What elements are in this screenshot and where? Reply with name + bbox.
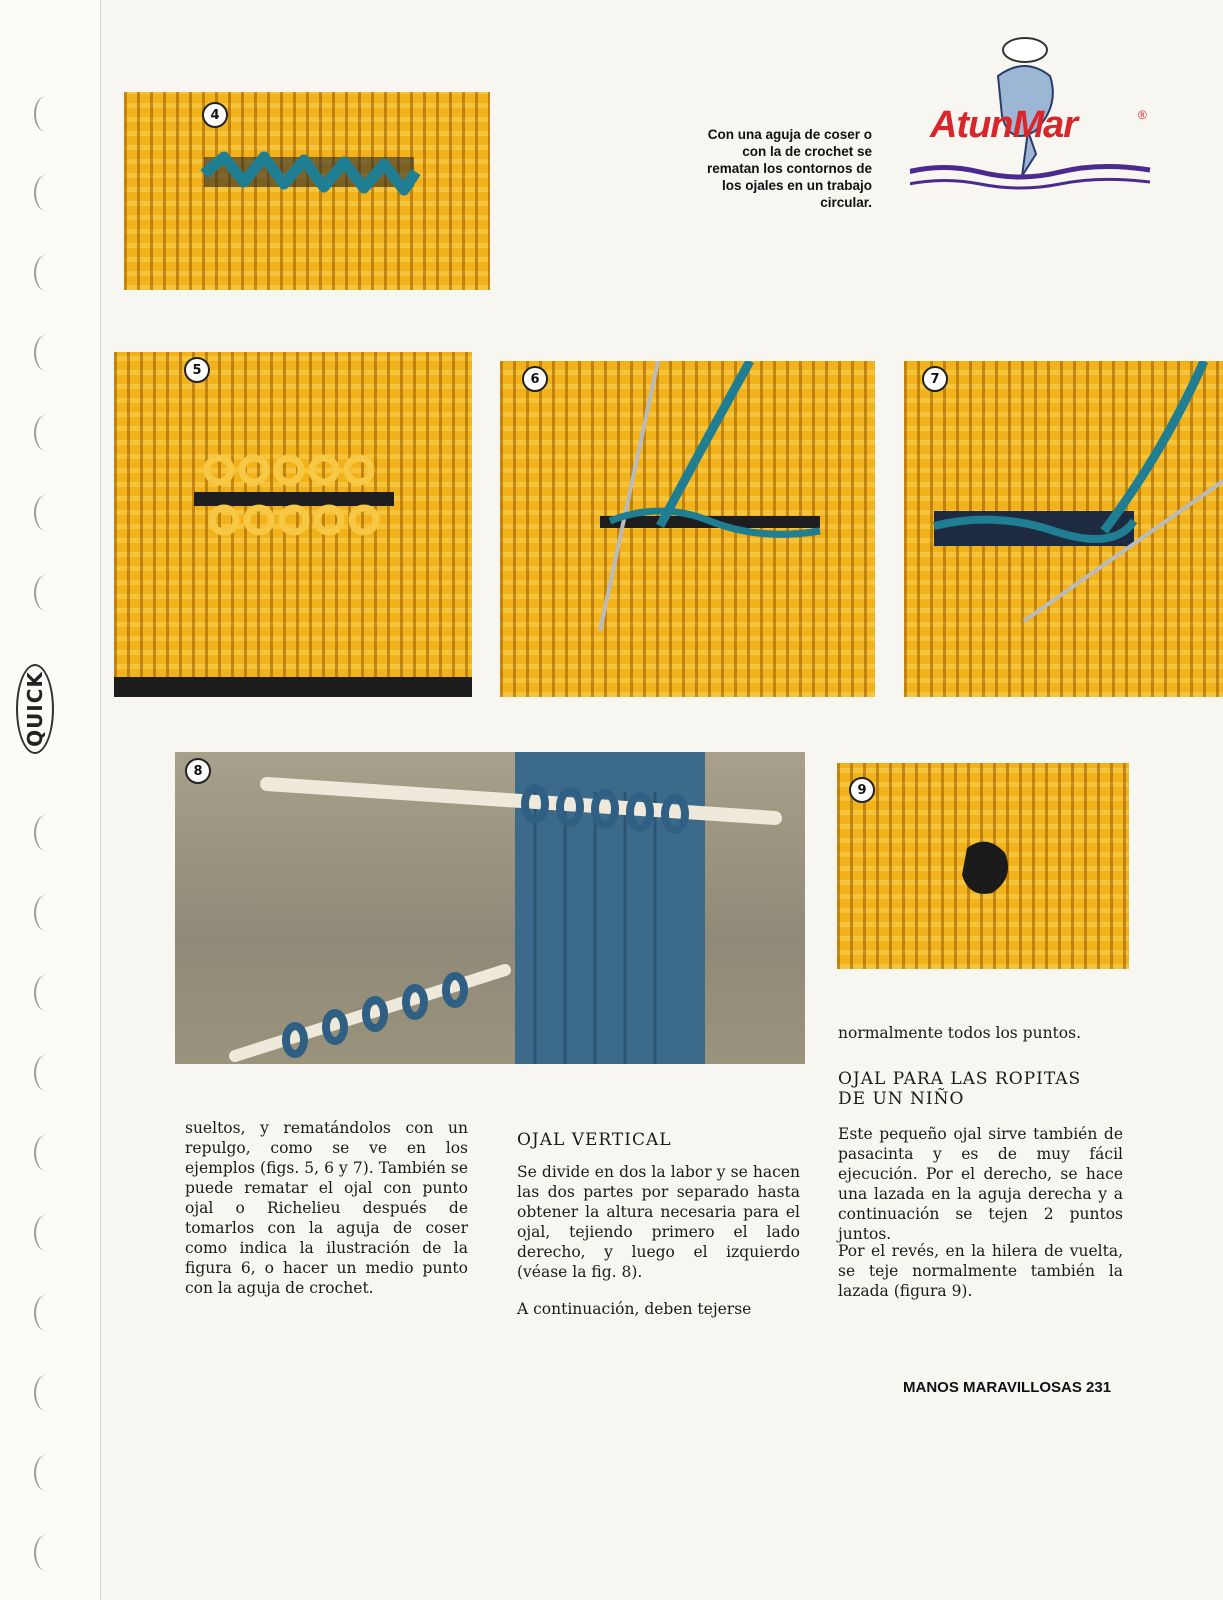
punch-hole [34,255,58,291]
punch-hole [34,96,58,132]
figure-4-photo [124,92,490,290]
punch-hole [34,895,58,931]
figure-6-photo [500,361,875,697]
binder-strip [0,0,100,1600]
punch-hole [34,575,58,611]
punch-hole [34,415,58,451]
punch-hole [34,335,58,371]
logo-wordmark: AtunMar [930,104,1078,146]
open-loops-icon [114,352,472,697]
punch-hole [34,815,58,851]
punch-hole [34,1055,58,1091]
atunmar-logo [910,36,1170,196]
page-edge [100,0,101,1600]
column-1-text: sueltos, y rematándolos con un repulgo, como se ve en los ejemplos (figs. 5, 6 y 7). También se puede rematar el ojal con punto ojal o Richelieu después de tomarlos con la aguja de coser como indica la ilustración de la figura 6, o hacer un medio punto con la aguja de crochet. [185,1119,468,1297]
column-3-text: Este pequeño ojal sirve también de pasacinta y es de muy fácil ejecución. Por el derecho, se hace una lazada en la aguja derecha y a continuación se tejen 2 puntos juntos. [838,1125,1123,1243]
top-caption: Con una aguja de coser o con la de crochet se rematan los contornos de los ojales en un trabajo circular. [706,127,872,210]
column-2-continuation: A continuación, deben tejerse [517,1300,752,1318]
punch-hole [34,1295,58,1331]
needle-finishing-icon [904,361,1223,697]
knitting-needles-icon [175,752,805,1064]
punch-hole [34,175,58,211]
child-buttonhole-heading: OJAL PARA LAS ROPITAS DE UN NIÑO [838,1069,1082,1109]
figure-number-badge: 8 [185,758,211,784]
column-3-lead: normalmente todos los puntos. [838,1024,1081,1042]
punch-hole [34,1535,58,1571]
figure-number-badge: 5 [184,357,210,383]
punch-hole [34,1375,58,1411]
page-footer: MANOS MARAVILLOSAS 231 [903,1379,1112,1396]
figure-number-badge: 4 [202,102,228,128]
punch-hole [34,975,58,1011]
eyelet-hole-icon [837,763,1129,969]
zigzag-stitch-icon [124,92,490,290]
figure-7-photo [904,361,1223,697]
registered-mark: ® [1138,108,1147,122]
figure-number-badge: 9 [849,777,875,803]
figure-5-photo [114,352,472,697]
sewing-needle-icon [500,361,875,697]
figure-number-badge: 7 [922,366,948,392]
column-2-text: Se divide en dos la labor y se hacen las dos partes por separado hasta obtener la altura necesaria para el ojal, tejiendo primero el lado derecho, y luego el izquierdo (véase la fig. 8). [517,1163,800,1281]
punch-hole [34,1455,58,1491]
figure-8-photo [175,752,805,1064]
punch-hole [34,495,58,531]
figure-9-photo [837,763,1129,969]
binder-brand-logo: QUICK [16,664,54,754]
punch-hole [34,1215,58,1251]
column-3-continuation: Por el revés, en la hilera de vuelta, se teje normalmente también la lazada (figura 9). [838,1242,1123,1300]
vertical-buttonhole-heading: OJAL VERTICAL [517,1130,672,1150]
punch-hole [34,1135,58,1171]
figure-number-badge: 6 [522,366,548,392]
